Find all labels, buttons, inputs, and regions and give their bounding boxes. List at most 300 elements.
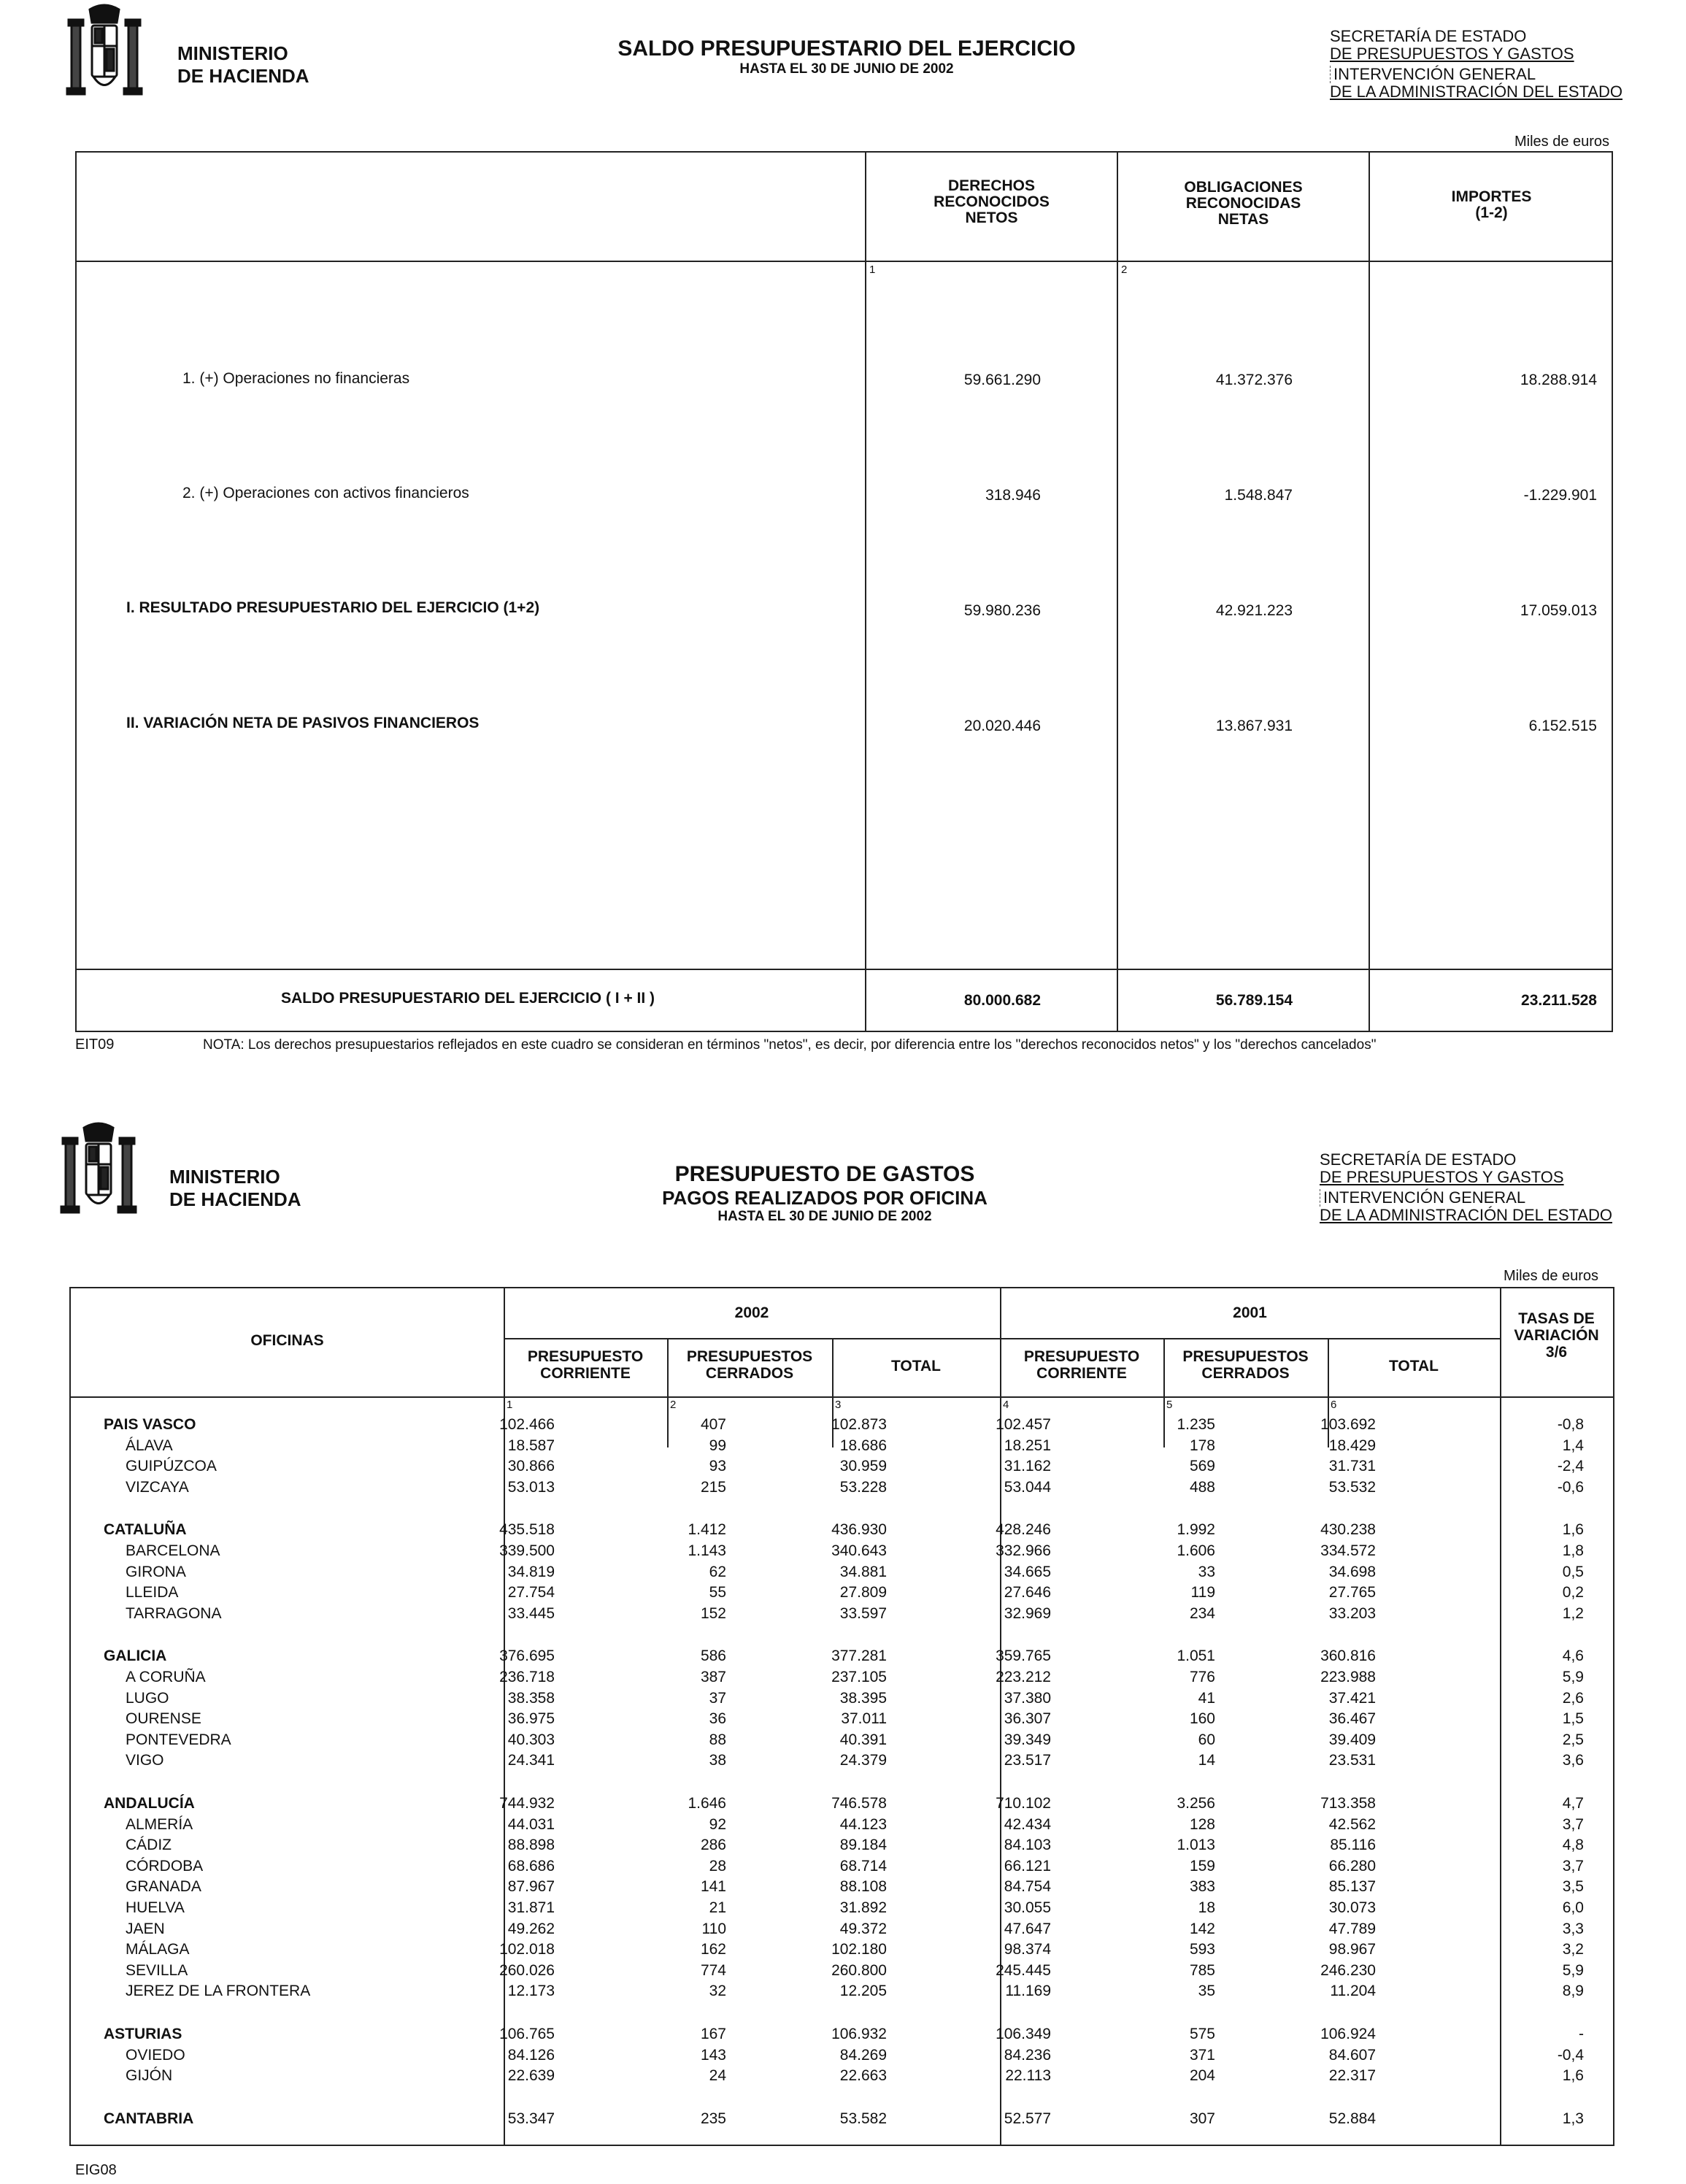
amount-cell: 84.607	[1328, 2046, 1376, 2064]
amount-cell: 27.754	[507, 1584, 555, 1602]
header-presupuesto-corriente-2002: PRESUPUESTO CORRIENTE	[527, 1348, 644, 1382]
amount-cell: 744.932	[499, 1795, 555, 1812]
office-name: A CORUÑA	[126, 1669, 206, 1685]
office-name: PAIS VASCO	[104, 1416, 196, 1433]
amount-cell: 307	[1189, 2110, 1215, 2127]
amount-cell: 66.121	[1004, 1857, 1051, 1875]
amount-cell: 774	[700, 1961, 726, 1979]
office-name: GIRONA	[126, 1563, 186, 1580]
variation-rate: 1,6	[1562, 2067, 1584, 2085]
variation-rate: 2,6	[1562, 1689, 1584, 1707]
table-row	[71, 1919, 1613, 1939]
amount-cell: 360.816	[1320, 1647, 1376, 1665]
amount-cell: 371	[1189, 2046, 1215, 2064]
table-row	[71, 1835, 1613, 1856]
amount-cell: 37.421	[1328, 1689, 1376, 1707]
amount-cell: 40.303	[507, 1731, 555, 1748]
header-year-2001: 2001	[1233, 1304, 1267, 1321]
amount-cell: 11.204	[1330, 1983, 1376, 2000]
office-name: ANDALUCÍA	[104, 1795, 195, 1812]
amount-cell: 102.873	[831, 1416, 887, 1433]
amount-cell: 34.819	[507, 1563, 555, 1580]
office-name: TARRAGONA	[126, 1604, 222, 1622]
row4-importes: 6.152.515	[1528, 718, 1597, 734]
secretaria-line-1: SECRETARÍA DE ESTADO	[1320, 1150, 1517, 1169]
amount-cell: 340.643	[831, 1542, 887, 1559]
amount-cell: 47.647	[1004, 1920, 1051, 1937]
amount-cell: 710.102	[996, 1795, 1051, 1812]
amount-cell: 39.409	[1328, 1731, 1376, 1748]
amount-cell: 34.881	[839, 1563, 887, 1580]
amount-cell: 106.932	[831, 2026, 887, 2042]
amount-cell: 376.695	[499, 1647, 555, 1665]
row-label-operaciones-no-financieras: 1. (+) Operaciones no financieras	[182, 370, 410, 387]
secretaria-line-2: DE PRESUPUESTOS Y GASTOS	[1330, 45, 1574, 63]
amount-cell: 32	[709, 1983, 726, 2000]
amount-cell: 12.205	[839, 1983, 887, 2000]
report-subtitle: PAGOS REALIZADOS POR OFICINA	[662, 1187, 988, 1209]
amount-cell: 119	[1190, 1584, 1215, 1602]
row-label-operaciones-activos-financieros: 2. (+) Operaciones con activos financieros	[182, 485, 469, 501]
amount-cell: 14	[1198, 1752, 1215, 1769]
variation-rate: -0,6	[1557, 1478, 1584, 1496]
amount-cell: 387	[700, 1669, 726, 1685]
header-total-2002: TOTAL	[890, 1358, 942, 1374]
amount-cell: 235	[700, 2110, 726, 2127]
amount-cell: 93	[709, 1458, 726, 1475]
office-name: MÁLAGA	[126, 1941, 190, 1958]
table-row	[71, 2066, 1613, 2086]
amount-cell: 110	[701, 1920, 726, 1937]
variation-rate: 3,7	[1562, 1857, 1584, 1875]
amount-cell: 84.103	[1004, 1837, 1051, 1854]
amount-cell: 33.203	[1328, 1604, 1376, 1622]
secretaria-block	[1320, 1151, 1612, 1224]
office-name: ASTURIAS	[104, 2026, 182, 2042]
amount-cell: 53.582	[839, 2110, 887, 2127]
secretaria-line-1: SECRETARÍA DE ESTADO	[1330, 27, 1527, 45]
amount-cell: 30.866	[507, 1458, 555, 1475]
table-row	[71, 2024, 1613, 2045]
table-row	[71, 1688, 1613, 1709]
amount-cell: 435.518	[499, 1521, 555, 1539]
secretaria-line-4: DE LA ADMINISTRACIÓN DEL ESTADO	[1320, 1206, 1612, 1224]
table-row	[71, 1730, 1613, 1750]
amount-cell: 106.765	[499, 2026, 555, 2042]
office-name: VIGO	[126, 1752, 164, 1769]
variation-rate: 8,9	[1562, 1983, 1584, 2000]
table-row	[71, 1750, 1613, 1771]
variation-rate: 0,5	[1562, 1563, 1584, 1580]
table-row	[71, 1815, 1613, 1835]
amount-cell: 62	[709, 1563, 726, 1580]
amount-cell: 141	[700, 1878, 726, 1896]
amount-cell: 22.639	[507, 2067, 555, 2085]
amount-cell: 22.317	[1328, 2067, 1376, 2085]
secretaria-line-4: DE LA ADMINISTRACIÓN DEL ESTADO	[1330, 82, 1623, 101]
amount-cell: 1.412	[688, 1521, 726, 1539]
table-row	[71, 1961, 1613, 1981]
row3-derechos: 59.980.236	[963, 602, 1041, 619]
amount-cell: 234	[1189, 1604, 1215, 1622]
budget-balance-table	[75, 151, 1613, 1032]
header-presupuestos-cerrados-2001: PRESUPUESTOS CERRADOS	[1182, 1348, 1309, 1382]
amount-cell: 34.698	[1328, 1563, 1376, 1580]
table-row	[71, 1604, 1613, 1624]
office-name: JEREZ DE LA FRONTERA	[126, 1983, 311, 2000]
office-name: JAEN	[126, 1920, 165, 1937]
amount-cell: 1.646	[688, 1795, 726, 1812]
table-row	[71, 1793, 1613, 1814]
amount-cell: 33	[1198, 1563, 1215, 1580]
amount-cell: 383	[1189, 1878, 1215, 1896]
amount-cell: 24.341	[507, 1752, 555, 1769]
office-name: ÁLAVA	[126, 1437, 173, 1454]
amount-cell: 30.055	[1004, 1899, 1051, 1916]
amount-cell: 33.445	[507, 1604, 555, 1622]
amount-cell: 84.126	[507, 2046, 555, 2064]
amount-cell: 152	[700, 1604, 726, 1622]
amount-cell: 53.228	[839, 1478, 887, 1496]
amount-cell: 32.969	[1004, 1604, 1051, 1622]
amount-cell: 569	[1189, 1458, 1215, 1475]
amount-cell: 23.517	[1004, 1752, 1051, 1769]
total-importes: 23.211.528	[1521, 992, 1597, 1009]
table-row	[71, 2045, 1613, 2066]
amount-cell: 159	[1189, 1857, 1215, 1875]
amount-cell: 34.665	[1004, 1563, 1051, 1580]
variation-rate: 1,8	[1562, 1542, 1584, 1559]
page2-title	[533, 1162, 1117, 1225]
office-name: GRANADA	[126, 1878, 201, 1896]
amount-cell: 142	[1189, 1920, 1215, 1937]
variation-rate: 3,7	[1562, 1815, 1584, 1833]
amount-cell: 30.959	[839, 1458, 887, 1475]
amount-cell: 84.754	[1004, 1878, 1051, 1896]
office-name: SEVILLA	[126, 1961, 188, 1979]
total-derechos: 80.000.682	[963, 992, 1041, 1009]
amount-cell: 106.349	[996, 2026, 1051, 2042]
amount-cell: 407	[700, 1416, 726, 1433]
report-title: SALDO PRESUPUESTARIO DEL EJERCICIO	[617, 36, 1076, 61]
amount-cell: 18	[1198, 1899, 1215, 1916]
amount-cell: 593	[1189, 1941, 1215, 1958]
col-number-5: 5	[1166, 1399, 1173, 1411]
amount-cell: 377.281	[831, 1647, 887, 1665]
amount-cell: 88	[709, 1731, 726, 1748]
variation-rate: -0,8	[1557, 1416, 1584, 1433]
amount-cell: 85.116	[1330, 1837, 1376, 1854]
amount-cell: 167	[700, 2026, 726, 2042]
payments-by-office-table	[69, 1287, 1614, 2146]
amount-cell: 18.251	[1004, 1437, 1051, 1454]
office-name: CÓRDOBA	[126, 1857, 204, 1875]
header-presupuestos-cerrados-2002: PRESUPUESTOS CERRADOS	[686, 1348, 813, 1382]
office-name: CANTABRIA	[104, 2110, 194, 2127]
amount-cell: 785	[1189, 1961, 1215, 1979]
units-label: Miles de euros	[1514, 134, 1610, 150]
table-row	[71, 1898, 1613, 1918]
office-name: CÁDIZ	[126, 1837, 172, 1854]
amount-cell: 85.137	[1328, 1878, 1376, 1896]
office-name: LUGO	[126, 1689, 169, 1707]
table-row	[71, 1981, 1613, 2002]
amount-cell: 40.391	[839, 1731, 887, 1748]
variation-rate: 1,3	[1562, 2110, 1584, 2127]
variation-rate: 1,5	[1562, 1710, 1584, 1728]
variation-rate: -	[1579, 2026, 1584, 2042]
amount-cell: 237.105	[831, 1669, 887, 1685]
page1-title	[555, 36, 1139, 77]
amount-cell: 38.358	[507, 1689, 555, 1707]
coat-of-arms-icon	[64, 2, 145, 101]
ministry-name	[169, 1166, 301, 1211]
table-row	[71, 1646, 1613, 1666]
row-label-resultado-presupuestario: I. RESULTADO PRESUPUESTARIO DEL EJERCICIO (1+2)	[126, 599, 540, 616]
amount-cell: 36.467	[1328, 1710, 1376, 1728]
amount-cell: 246.230	[1320, 1961, 1376, 1979]
col-header-derechos: DERECHOS RECONOCIDOS NETOS	[934, 177, 1050, 226]
amount-cell: 27.765	[1328, 1584, 1376, 1602]
amount-cell: 60	[1198, 1731, 1215, 1748]
office-name: GUIPÚZCOA	[126, 1458, 217, 1475]
col-header-obligaciones: OBLIGACIONES RECONOCIDAS NETAS	[1184, 179, 1303, 228]
amount-cell: 49.262	[507, 1920, 555, 1937]
col-number-2: 2	[670, 1399, 677, 1411]
amount-cell: 41	[1198, 1689, 1215, 1707]
table-row	[71, 1562, 1613, 1583]
row4-obligaciones: 13.867.931	[1215, 718, 1293, 734]
row1-importes: 18.288.914	[1520, 372, 1597, 388]
amount-cell: 223.212	[996, 1669, 1051, 1685]
amount-cell: 92	[709, 1815, 726, 1833]
amount-cell: 332.966	[996, 1542, 1051, 1559]
office-name: GIJÓN	[126, 2067, 173, 2085]
table-row	[71, 1667, 1613, 1688]
table-row	[71, 1856, 1613, 1877]
amount-cell: 21	[709, 1899, 726, 1916]
amount-cell: 37	[709, 1689, 726, 1707]
amount-cell: 53.347	[507, 2110, 555, 2127]
amount-cell: 223.988	[1320, 1669, 1376, 1685]
header-tasas: TASAS DE VARIACIÓN 3/6	[1514, 1310, 1599, 1361]
amount-cell: 575	[1189, 2026, 1215, 2042]
variation-rate: 3,6	[1562, 1752, 1584, 1769]
office-name: HUELVA	[126, 1899, 185, 1916]
secretaria-line-2: DE PRESUPUESTOS Y GASTOS	[1320, 1168, 1564, 1186]
amount-cell: 31.731	[1328, 1458, 1376, 1475]
amount-cell: 47.789	[1328, 1920, 1376, 1937]
amount-cell: 88.108	[839, 1878, 887, 1896]
ministry-line-2: DE HACIENDA	[177, 65, 309, 87]
amount-cell: 18.429	[1328, 1437, 1376, 1454]
amount-cell: 36	[709, 1710, 726, 1728]
secretaria-line-3: INTERVENCIÓN GENERAL	[1330, 66, 1623, 83]
secretaria-line-3: INTERVENCIÓN GENERAL	[1320, 1189, 1612, 1207]
amount-cell: 39.349	[1004, 1731, 1051, 1748]
amount-cell: 236.718	[499, 1669, 555, 1685]
table-row	[71, 1415, 1613, 1435]
amount-cell: 42.434	[1004, 1815, 1051, 1833]
col-number-1: 1	[507, 1399, 513, 1411]
variation-rate: 5,9	[1562, 1961, 1584, 1979]
total-obligaciones: 56.789.154	[1215, 992, 1293, 1009]
amount-cell: 52.884	[1328, 2110, 1376, 2127]
row1-derechos: 59.661.290	[963, 372, 1041, 388]
table-row	[71, 1477, 1613, 1498]
report-subtitle: HASTA EL 30 DE JUNIO DE 2002	[739, 61, 954, 77]
variation-rate: 4,7	[1562, 1795, 1584, 1812]
amount-cell: 24	[709, 2067, 726, 2085]
amount-cell: 102.180	[831, 1941, 887, 1958]
amount-cell: 53.044	[1004, 1478, 1051, 1496]
amount-cell: 44.031	[507, 1815, 555, 1833]
row3-importes: 17.059.013	[1520, 602, 1597, 619]
office-name: ALMERÍA	[126, 1815, 193, 1833]
amount-cell: 44.123	[839, 1815, 887, 1833]
amount-cell: 68.686	[507, 1857, 555, 1875]
amount-cell: 3.256	[1177, 1795, 1215, 1812]
report-title: PRESUPUESTO DE GASTOS	[674, 1162, 975, 1186]
amount-cell: 339.500	[499, 1542, 555, 1559]
coat-of-arms-icon	[58, 1120, 139, 1219]
variation-rate: -2,4	[1557, 1458, 1584, 1475]
amount-cell: 178	[1189, 1437, 1215, 1454]
variation-rate: 3,3	[1562, 1920, 1584, 1937]
row4-derechos: 20.020.446	[963, 718, 1041, 734]
amount-cell: 27.809	[839, 1584, 887, 1602]
amount-cell: 36.975	[507, 1710, 555, 1728]
amount-cell: 99	[709, 1437, 726, 1454]
office-name: BARCELONA	[126, 1542, 220, 1559]
row2-obligaciones: 1.548.847	[1224, 487, 1293, 504]
amount-cell: 49.372	[839, 1920, 887, 1937]
amount-cell: 98.967	[1328, 1941, 1376, 1958]
row-label-saldo-total: SALDO PRESUPUESTARIO DEL EJERCICIO ( I + II )	[281, 990, 655, 1007]
amount-cell: 53.532	[1328, 1478, 1376, 1496]
amount-cell: 359.765	[996, 1647, 1051, 1665]
office-name: CATALUÑA	[104, 1521, 187, 1539]
row3-obligaciones: 42.921.223	[1215, 602, 1293, 619]
amount-cell: 84.236	[1004, 2046, 1051, 2064]
amount-cell: 84.269	[839, 2046, 887, 2064]
office-name: OVIEDO	[126, 2046, 185, 2064]
amount-cell: 24.379	[839, 1752, 887, 1769]
amount-cell: 1.235	[1177, 1416, 1215, 1433]
amount-cell: 488	[1189, 1478, 1215, 1496]
header-total-2001: TOTAL	[1388, 1358, 1439, 1374]
amount-cell: 36.307	[1004, 1710, 1051, 1728]
ministry-line-2: DE HACIENDA	[169, 1188, 301, 1210]
ministry-line-1: MINISTERIO	[177, 42, 288, 64]
amount-cell: 106.924	[1320, 2026, 1376, 2042]
page1-note: NOTA: Los derechos presupuestarios reflejados en este cuadro se consideran en términos "netos", es decir, por diferencia entre los "derechos reconocidos netos" y los "derechos cancelados"	[203, 1037, 1377, 1053]
variation-rate: 6,0	[1562, 1899, 1584, 1916]
amount-cell: 143	[700, 2046, 726, 2064]
amount-cell: 37.380	[1004, 1689, 1051, 1707]
report-date: HASTA EL 30 DE JUNIO DE 2002	[717, 1209, 932, 1224]
variation-rate: 4,8	[1562, 1837, 1584, 1854]
amount-cell: 103.692	[1320, 1416, 1376, 1433]
office-name: VIZCAYA	[126, 1478, 189, 1496]
variation-rate: 2,5	[1562, 1731, 1584, 1748]
row2-importes: -1.229.901	[1523, 487, 1597, 504]
ministry-line-1: MINISTERIO	[169, 1166, 280, 1188]
table-row	[71, 1709, 1613, 1729]
amount-cell: 27.646	[1004, 1584, 1051, 1602]
table-row	[71, 1520, 1613, 1540]
table-row	[71, 1436, 1613, 1456]
office-name: PONTEVEDRA	[126, 1731, 231, 1748]
variation-rate: 5,9	[1562, 1669, 1584, 1685]
office-name: OURENSE	[126, 1710, 201, 1728]
page2-code: EIG08	[75, 2162, 117, 2178]
variation-rate: 3,2	[1562, 1941, 1584, 1958]
amount-cell: 1.051	[1177, 1647, 1215, 1665]
variation-rate: 1,2	[1562, 1604, 1584, 1622]
amount-cell: 33.597	[839, 1604, 887, 1622]
page1-code: EIT09	[75, 1037, 115, 1053]
office-name: GALICIA	[104, 1647, 167, 1665]
table-row	[71, 1541, 1613, 1561]
table-row	[71, 2109, 1613, 2129]
amount-cell: 430.238	[1320, 1521, 1376, 1539]
table-row	[71, 1456, 1613, 1477]
row2-derechos: 318.946	[985, 487, 1041, 504]
secretaria-block	[1330, 28, 1623, 101]
amount-cell: 245.445	[996, 1961, 1051, 1979]
amount-cell: 1.992	[1177, 1521, 1215, 1539]
variation-rate: 0,2	[1562, 1584, 1584, 1602]
amount-cell: 30.073	[1328, 1899, 1376, 1916]
variation-rate: 3,5	[1562, 1878, 1584, 1896]
col-number-2: 2	[1121, 264, 1128, 276]
col-number-4: 4	[1003, 1399, 1009, 1411]
amount-cell: 31.162	[1004, 1458, 1051, 1475]
amount-cell: 286	[700, 1837, 726, 1854]
amount-cell: 38.395	[839, 1689, 887, 1707]
amount-cell: 38	[709, 1752, 726, 1769]
header-oficinas: OFICINAS	[250, 1332, 324, 1349]
amount-cell: 98.374	[1004, 1941, 1051, 1958]
variation-rate: 1,4	[1562, 1437, 1584, 1454]
amount-cell: 436.930	[831, 1521, 887, 1539]
col-header-importes: IMPORTES (1-2)	[1451, 188, 1532, 221]
amount-cell: 128	[1189, 1815, 1215, 1833]
amount-cell: 586	[700, 1647, 726, 1665]
amount-cell: 22.113	[1005, 2067, 1051, 2085]
amount-cell: 12.173	[507, 1983, 555, 2000]
amount-cell: 334.572	[1320, 1542, 1376, 1559]
table-row	[71, 1939, 1613, 1960]
header-year-2002: 2002	[734, 1304, 769, 1321]
amount-cell: 1.143	[688, 1542, 726, 1559]
amount-cell: 102.466	[499, 1416, 555, 1433]
table-row	[71, 1877, 1613, 1897]
variation-rate: -0,4	[1557, 2046, 1584, 2064]
amount-cell: 713.358	[1320, 1795, 1376, 1812]
amount-cell: 22.663	[839, 2067, 887, 2085]
col-number-1: 1	[869, 264, 876, 276]
amount-cell: 776	[1189, 1669, 1215, 1685]
amount-cell: 89.184	[839, 1837, 887, 1854]
amount-cell: 53.013	[507, 1478, 555, 1496]
amount-cell: 1.606	[1177, 1542, 1215, 1559]
amount-cell: 66.280	[1328, 1857, 1376, 1875]
amount-cell: 260.800	[831, 1961, 887, 1979]
amount-cell: 52.577	[1004, 2110, 1051, 2127]
amount-cell: 1.013	[1177, 1837, 1215, 1854]
